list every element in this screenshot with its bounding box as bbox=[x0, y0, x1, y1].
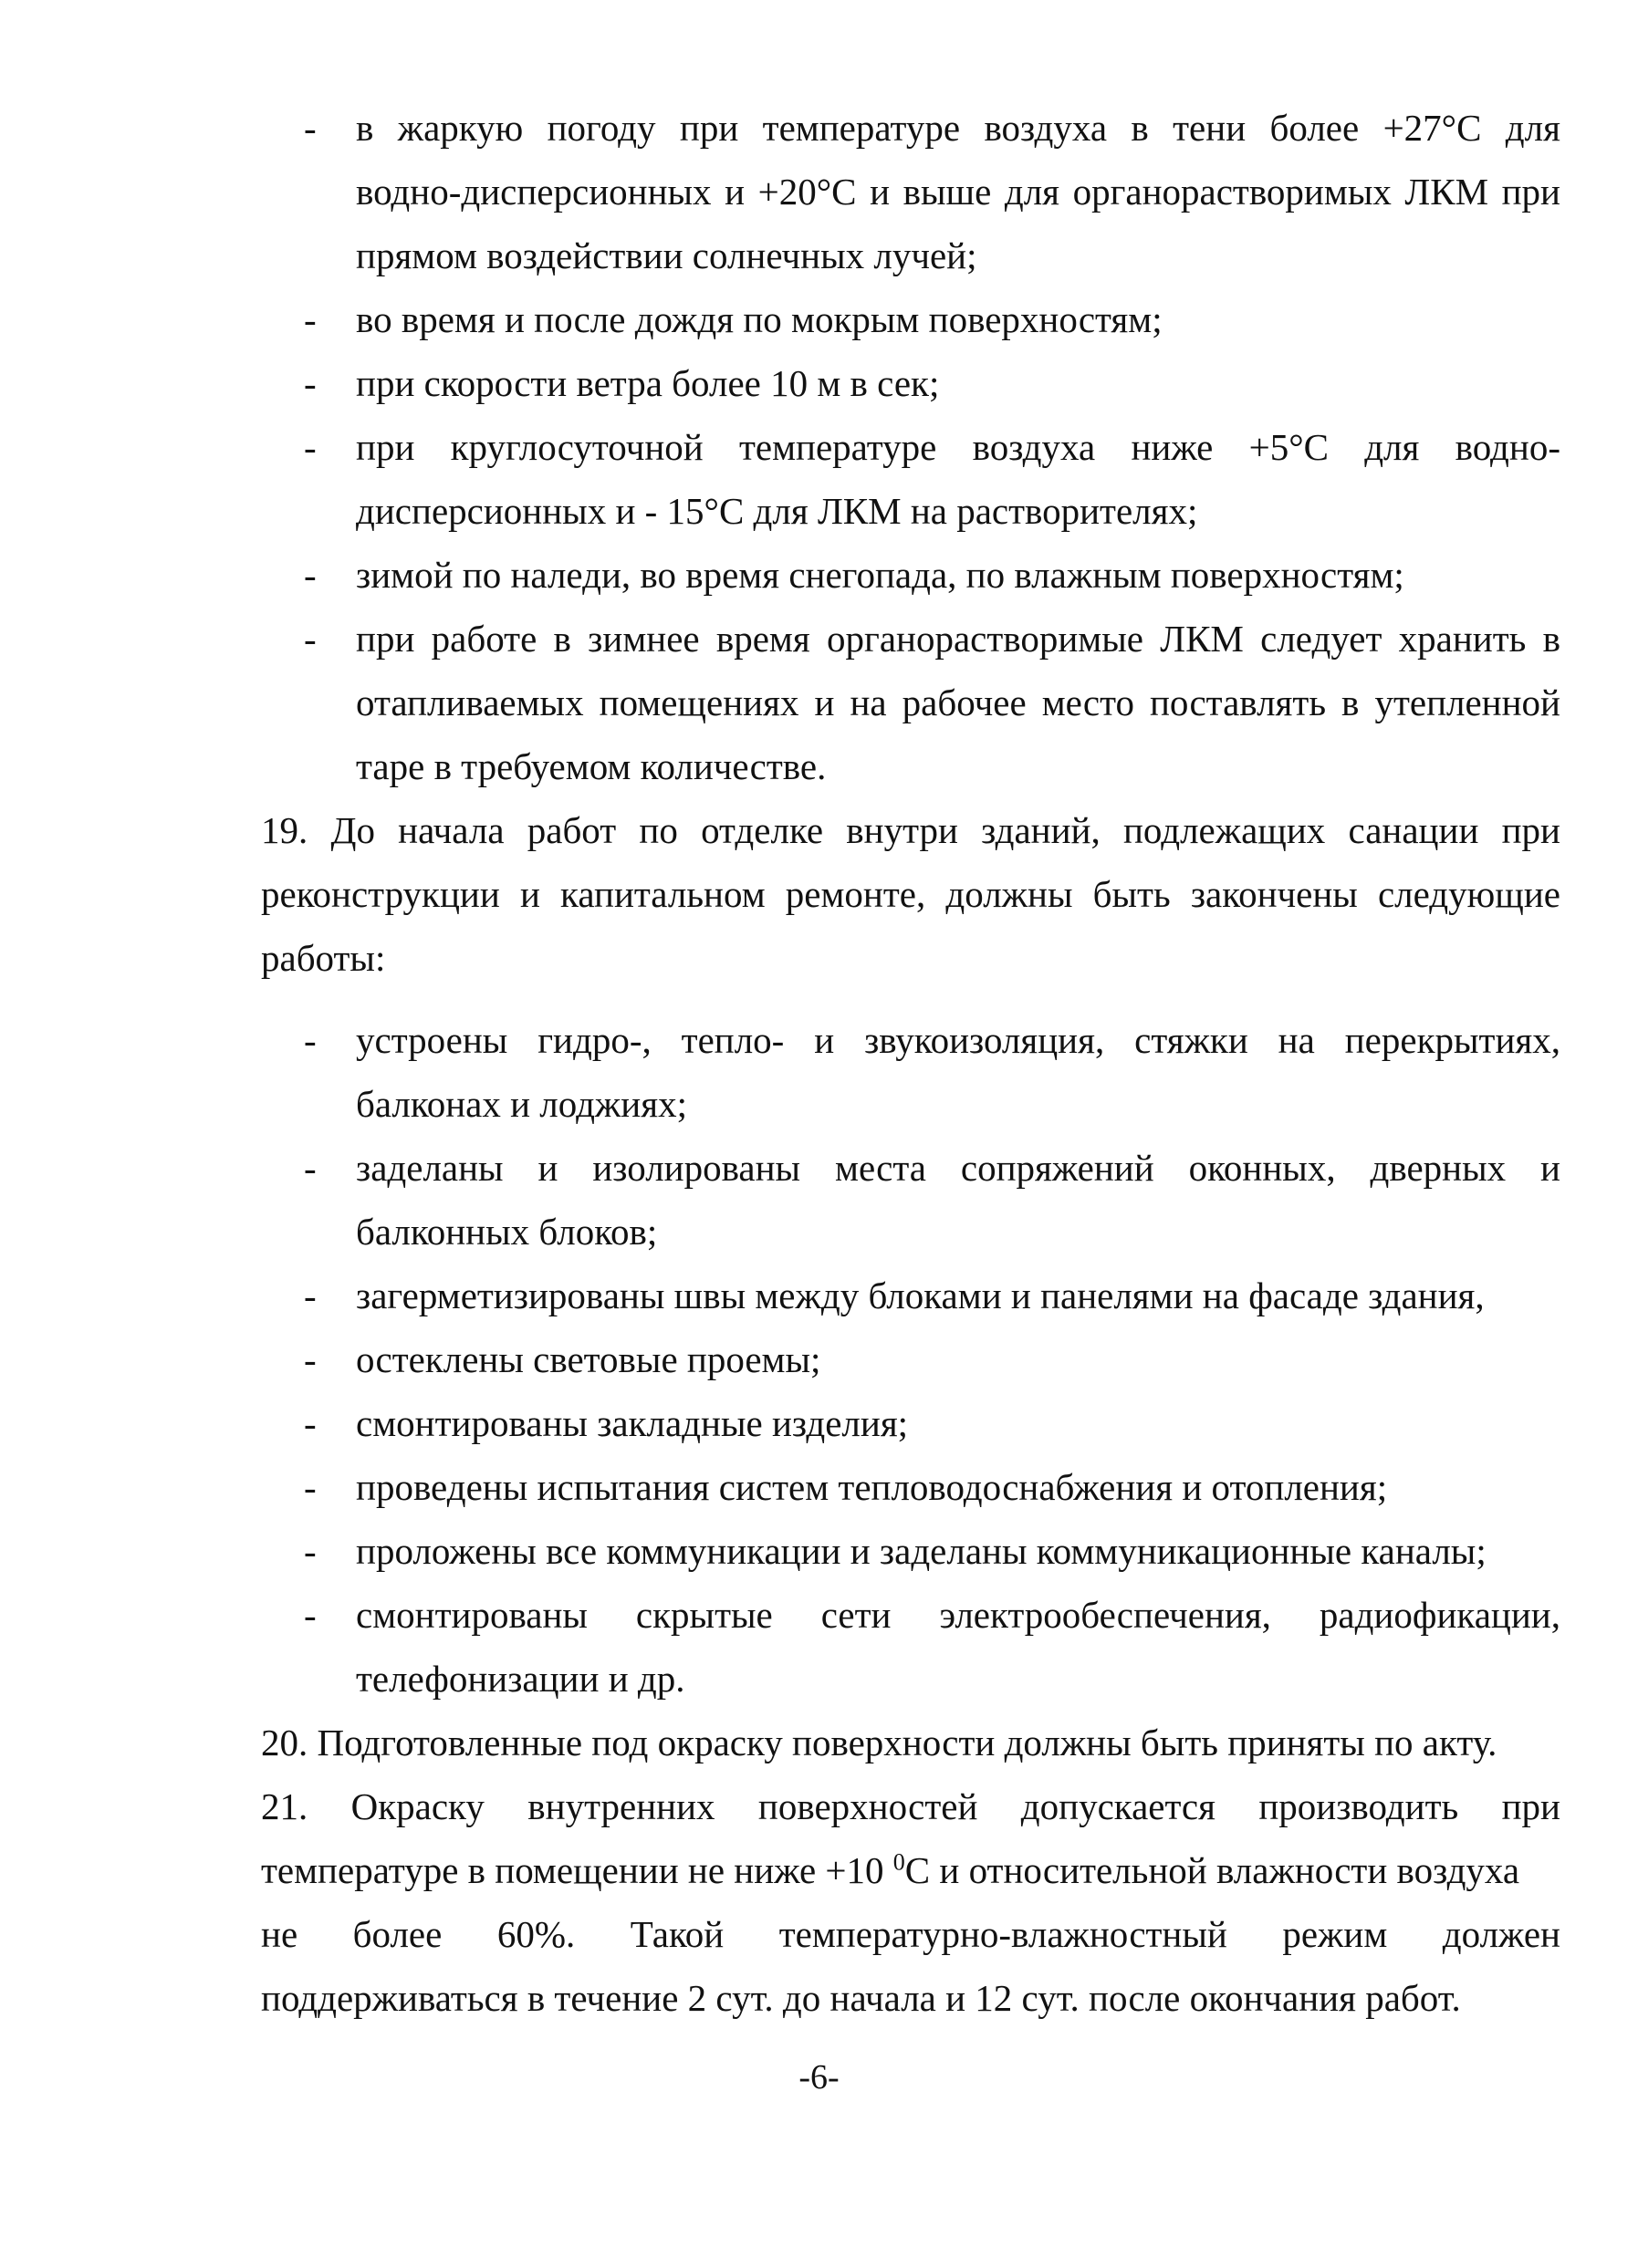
list-item-line: водно-дисперсионных и +20°С и выше для органорастворимых ЛКМ при bbox=[356, 171, 1560, 213]
list-item-line: в жаркую погоду при температуре воздуха в тени более +27°С для bbox=[356, 107, 1560, 149]
list-item-line: балконах и лоджиях; bbox=[356, 1083, 687, 1125]
list-item-line: при работе в зимнее время органорастворимые ЛКМ следует хранить в bbox=[356, 618, 1560, 660]
list-item-line: смонтированы закладные изделия; bbox=[356, 1402, 909, 1444]
list-item-line: заделаны и изолированы места сопряжений оконных, дверных и bbox=[356, 1147, 1560, 1189]
paragraph-line: 19. До начала работ по отделке внутри зданий, подлежащих санации при bbox=[261, 809, 1560, 851]
list-item-line: отапливаемых помещениях и на рабочее место поставлять в утепленной bbox=[356, 681, 1560, 723]
bullet-dash: - bbox=[304, 554, 317, 596]
page-number: -6- bbox=[798, 2058, 840, 2096]
paragraph-line: 20. Подготовленные под окраску поверхности должны быть приняты по акту. bbox=[261, 1722, 1497, 1763]
list-item-line: остеклены световые проемы; bbox=[356, 1338, 821, 1380]
bullet-dash: - bbox=[304, 426, 317, 468]
paragraph-line: работы: bbox=[261, 937, 386, 979]
bullet-dash: - bbox=[304, 1402, 317, 1444]
list-item-line: дисперсионных и - 15°С для ЛКМ на растворителях; bbox=[356, 490, 1198, 532]
text-segment: температуре в помещении не ниже +10 bbox=[261, 1849, 893, 1891]
list-item-line: балконных блоков; bbox=[356, 1211, 658, 1253]
bullet-dash: - bbox=[304, 1530, 317, 1572]
bullet-dash: - bbox=[304, 298, 317, 340]
paragraph-line: не более 60%. Такой температурно-влажностный режим должен bbox=[261, 1913, 1560, 1955]
list-item-line: загерметизированы швы между блоками и панелями на фасаде здания, bbox=[356, 1274, 1485, 1316]
bullet-dash: - bbox=[304, 618, 317, 660]
text-segment: С и относительной влажности воздуха bbox=[904, 1849, 1520, 1891]
list-item-line: зимой по наледи, во время снегопада, по влажным поверхностям; bbox=[356, 554, 1404, 596]
list-item-line: проведены испытания систем тепловодоснабжения и отопления; bbox=[356, 1466, 1388, 1508]
list-item-line: во время и после дождя по мокрым поверхностям; bbox=[356, 298, 1163, 340]
paragraph-line: поддерживаться в течение 2 сут. до начала и 12 сут. после окончания работ. bbox=[261, 1977, 1461, 2019]
paragraph-line-with-degree bbox=[261, 1847, 1560, 1893]
list-item-line: проложены все коммуникации и заделаны коммуникационные каналы; bbox=[356, 1530, 1487, 1572]
list-item-line: устроены гидро-, тепло- и звукоизоляция, стяжки на перекрытиях, bbox=[356, 1019, 1560, 1061]
list-item-line: телефонизации и др. bbox=[356, 1658, 685, 1700]
list-item-line: при скорости ветра более 10 м в сек; bbox=[356, 362, 940, 404]
list-item-line: при круглосуточной температуре воздуха ниже +5°С для водно- bbox=[356, 426, 1560, 468]
paragraph-line: реконструкции и капитальном ремонте, должны быть закончены следующие bbox=[261, 873, 1560, 915]
list-item-line: таре в требуемом количестве. bbox=[356, 745, 827, 787]
paragraph-line: 21. Окраску внутренних поверхностей допускается производить при bbox=[261, 1785, 1560, 1827]
bullet-dash: - bbox=[304, 1019, 317, 1061]
degree-superscript: 0 bbox=[892, 1848, 905, 1876]
bullet-dash: - bbox=[304, 1466, 317, 1508]
bullet-dash: - bbox=[304, 1147, 317, 1189]
list-item-line: прямом воздействии солнечных лучей; bbox=[356, 234, 977, 276]
list-item-line: смонтированы скрытые сети электрообеспечения, радиофикации, bbox=[356, 1594, 1560, 1636]
bullet-dash: - bbox=[304, 1338, 317, 1380]
bullet-dash: - bbox=[304, 1274, 317, 1316]
bullet-dash: - bbox=[304, 1594, 317, 1636]
bullet-dash: - bbox=[304, 362, 317, 404]
bullet-dash: - bbox=[304, 107, 317, 149]
